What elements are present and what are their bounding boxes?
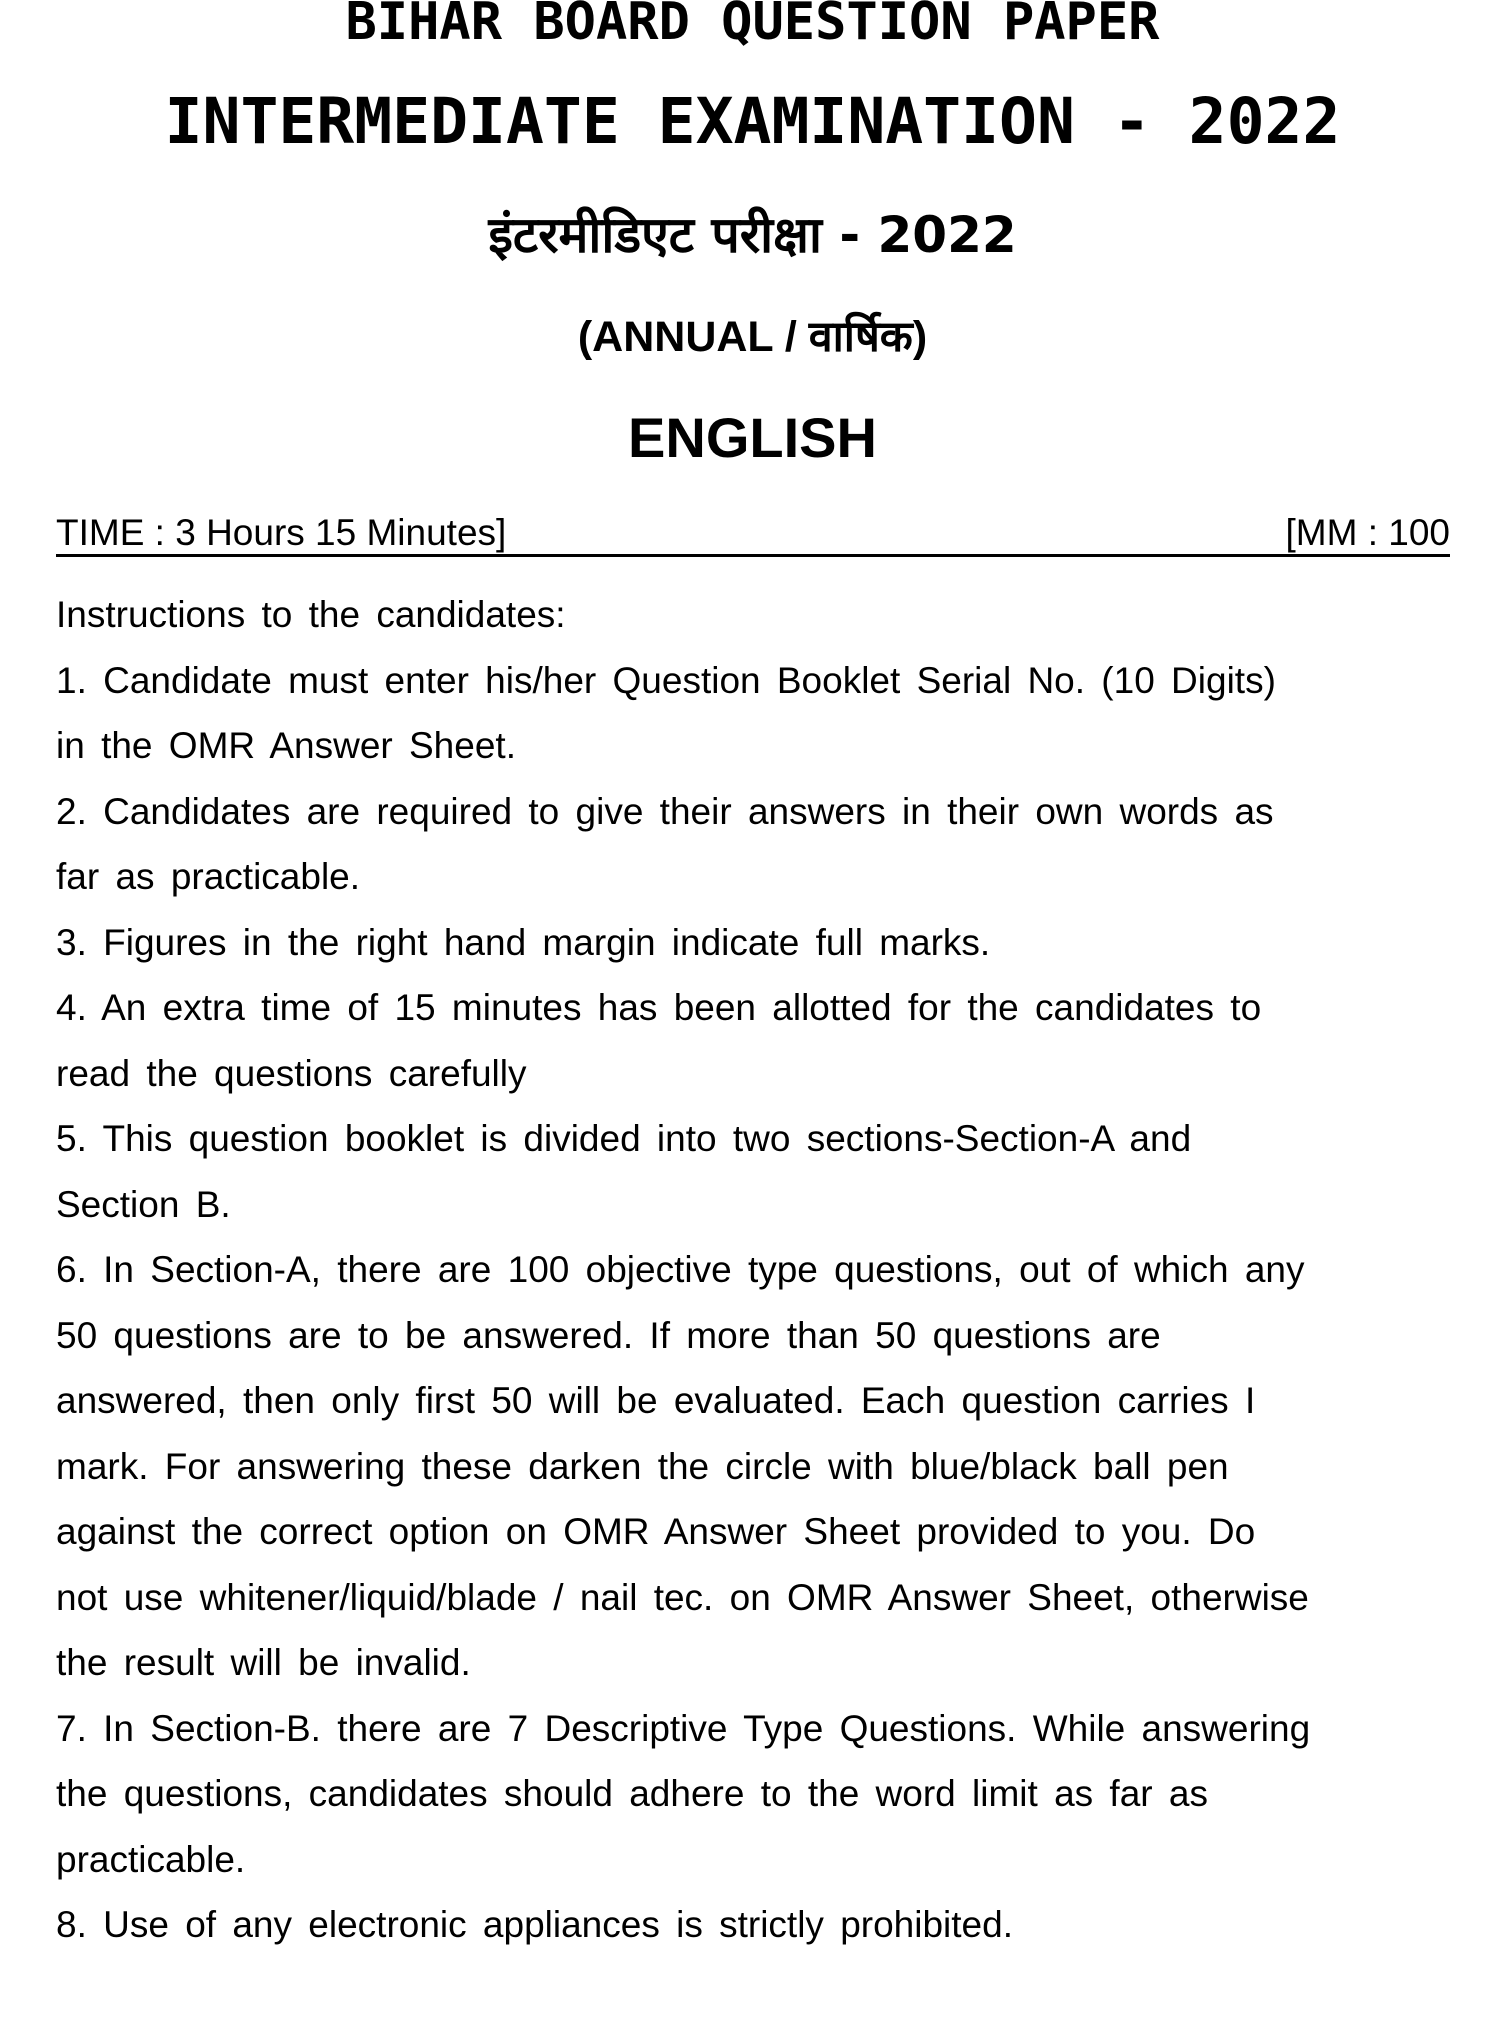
instruction-line: 5. This question booklet is divided into two sections-Section-A and: [56, 1118, 1192, 1159]
instruction-line: 6. In Section-A, there are 100 objective type questions, out of which any: [56, 1249, 1305, 1290]
max-marks: [MM : 100: [1285, 512, 1450, 553]
session-label: (ANNUAL / वार्षिक): [577, 313, 928, 361]
instruction-line: against the correct option on OMR Answer Sheet provided to you. Do: [56, 1511, 1256, 1552]
instructions-heading: Instructions to the candidates:: [56, 594, 566, 635]
instruction-line: 50 questions are to be answered. If more than 50 questions are: [56, 1314, 1161, 1356]
instruction-line: 4. An extra time of 15 minutes has been allotted for the candidates to: [56, 987, 1262, 1028]
instruction-line: in the OMR Answer Sheet.: [56, 725, 516, 766]
instruction-line: read the questions carefully: [56, 1052, 527, 1094]
instruction-line: practicable.: [56, 1838, 246, 1880]
instructions: [56, 582, 1456, 1958]
instruction-line: 8. Use of any electronic appliances is strictly prohibited.: [56, 1904, 1013, 1945]
instruction-line: answered, then only first 50 will be evaluated. Each question carries I: [56, 1380, 1256, 1421]
instruction-line: Section B.: [56, 1183, 231, 1225]
exam-title: INTERMEDIATE EXAMINATION - 2022: [164, 85, 1341, 158]
subject-title: ENGLISH: [628, 406, 877, 469]
instruction-line: mark. For answering these darken the circle with blue/black ball pen: [56, 1445, 1229, 1487]
instruction-line: 7. In Section-B. there are 7 Descriptive Type Questions. While answering: [56, 1707, 1311, 1749]
time-duration: TIME : 3 Hours 15 Minutes]: [56, 512, 507, 553]
board-title: BIHAR BOARD QUESTION PAPER: [345, 0, 1160, 52]
instruction-line: 2. Candidates are required to give their answers in their own words as: [56, 790, 1274, 832]
instruction-line: 3. Figures in the right hand margin indicate full marks.: [56, 921, 991, 963]
instruction-line: the questions, candidates should adhere to the word limit as far as: [56, 1773, 1208, 1814]
instruction-line: not use whitener/liquid/blade / nail tec. on OMR Answer Sheet, otherwise: [56, 1576, 1309, 1618]
instruction-line: 1. Candidate must enter his/her Question Booklet Serial No. (10 Digits): [56, 659, 1276, 701]
exam-title-hindi: इंटरमीडिएट परीक्षा - 2022: [488, 206, 1017, 264]
instruction-line: the result will be invalid.: [56, 1642, 471, 1683]
time-marks-row: [56, 512, 1450, 557]
instruction-line: far as practicable.: [56, 856, 361, 897]
